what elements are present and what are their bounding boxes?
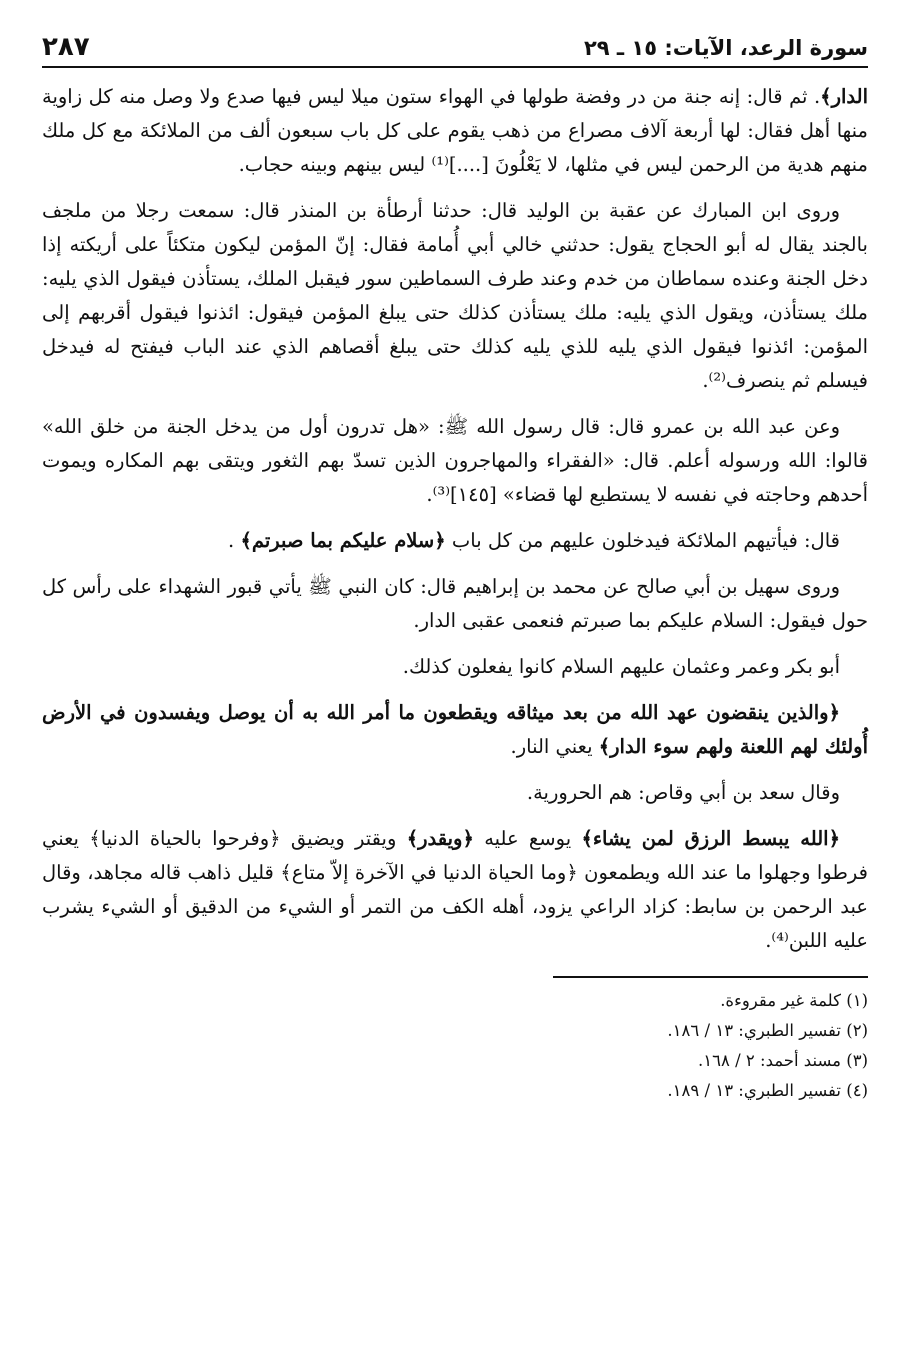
quran-quote: ﴿سلام عليكم بما صبرتم﴾ <box>240 529 446 552</box>
paragraph-tail: . <box>228 529 235 552</box>
page-number: ٢٨٧ <box>42 32 90 62</box>
quran-quote: ﴿الله يبسط الرزق لمن يشاء﴾ <box>581 827 840 850</box>
paragraph <box>42 194 868 398</box>
running-title: سورة الرعد، الآيات: ١٥ ـ ٢٩ <box>583 36 868 60</box>
paragraph-text: يعني النار. <box>510 735 599 758</box>
paragraph <box>42 524 868 558</box>
paragraph <box>42 776 868 810</box>
paragraph <box>42 822 868 958</box>
quran-quote: ﴿والذين ينقضون عهد الله من بعد ميثاقه ويقطعون ما أمر الله به أن يوصل ويفسدون في الأرض أُولئك لهم اللعنة ولهم سوء الدار﴾ <box>42 701 868 758</box>
paragraph-text: قال: فيأتيهم الملائكة فيدخلون عليهم من كل باب <box>451 529 840 552</box>
main-text <box>42 80 868 958</box>
footnote: (٣) مسند أحمد: ٢ / ١٦٨. <box>697 1051 868 1070</box>
paragraph-text: وقال سعد بن أبي وقاص: هم الحرورية. <box>526 781 840 804</box>
paragraph-text: وروى سهيل بن أبي صالح عن محمد بن إبراهيم قال: كان النبي ﷺ يأتي قبور الشهداء على رأس كل حول فيقول: السلام عليكم بما صبرتم فنعمى عقبى الدار. <box>42 575 868 632</box>
page-header <box>42 22 868 68</box>
footnote: (٢) تفسير الطبري: ١٣ / ١٨٦. <box>667 1021 868 1040</box>
paragraph <box>42 650 868 684</box>
footnote-divider <box>553 976 868 978</box>
footnote: (٤) تفسير الطبري: ١٣ / ١٨٩. <box>667 1081 868 1100</box>
page <box>42 22 868 1122</box>
footnote: (١) كلمة غير مقروءة. <box>720 991 868 1010</box>
paragraph-text: يوسع عليه <box>473 827 582 850</box>
paragraph <box>42 570 868 638</box>
quran-quote: ﴿ويقدر﴾ <box>406 827 474 850</box>
paragraph-tail: ويقتر ويضيق ﴿وفرحوا بالحياة الدنيا﴾ يعني فرطوا وجهلوا ما عند الله ويطمعون ﴿وما الحياة الدنيا في الآخرة إلاّ متاع﴾ قليل ذاهب قاله مجاهد، وقال عبد الرحمن بن سابط: كزاد الراعي يزود، أهله الكف من التمر أو الشيء من الدقيق أو الشيء يشرب عليه اللبن⁽⁴⁾. <box>42 827 868 952</box>
paragraph <box>42 80 868 182</box>
quran-quote: الدار﴾ <box>820 85 868 108</box>
paragraph-text: وعن عبد الله بن عمرو قال: قال رسول الله ﷺ: «هل تدرون أول من يدخل الجنة من خلق الله» قالوا: الله ورسوله أعلم. قال: «الفقراء والمهاجرون الذين تسدّ بهم الثغور ويتقى بهم المكاره ويموت أحدهم وحاجته في نفسه لا يستطيع لها قضاء» [١٤٥]⁽³⁾. <box>42 415 868 506</box>
paragraph-text: أبو بكر وعمر وعثمان عليهم السلام كانوا يفعلون كذلك. <box>402 655 840 678</box>
footnotes <box>42 986 868 1106</box>
paragraph <box>42 410 868 512</box>
paragraph-text: وروى ابن المبارك عن عقبة بن الوليد قال: حدثنا أرطأة بن المنذر قال: سمعت رجلا من ملجف بالجند يقال له أبو الحجاج يقول: حدثني خالي أبي أُمامة فقال: إنّ المؤمن ليكون متكئاً على أريكته إذا دخل الجنة وعنده سماطان من خدم وعند طرف السماطين سور فيقبل الملك، يستأذن فيقول الذي يليه: ملك يستأذن، ويقول الذي يليه: ملك يستأذن كذلك حتى يبلغ المؤمن فيقول: ائذنوا فيقول أقربهم إلى المؤمن: ائذنوا فيقول الذي يليه للذي يليه كذلك حتى يبلغ أقصاهم الذي عند الباب فيفتح له فيدخل فيسلم ثم ينصرف⁽²⁾. <box>42 199 868 392</box>
paragraph <box>42 696 868 764</box>
paragraph-text: . ثم قال: إنه جنة من در وفضة طولها في الهواء ستون ميلا ليس فيها صدع ولا وصل منه كل زاوية منها أهل فقال: لها أربعة آلاف مصراع من ذهب يقوم على كل باب سبعون ألف من الملائكة مع كل ملك منهم هدية من الرحمن ليس في مثلها، لا يَعْلُونَ [....]⁽¹⁾ ليس بينهم وبينه حجاب. <box>42 85 868 176</box>
